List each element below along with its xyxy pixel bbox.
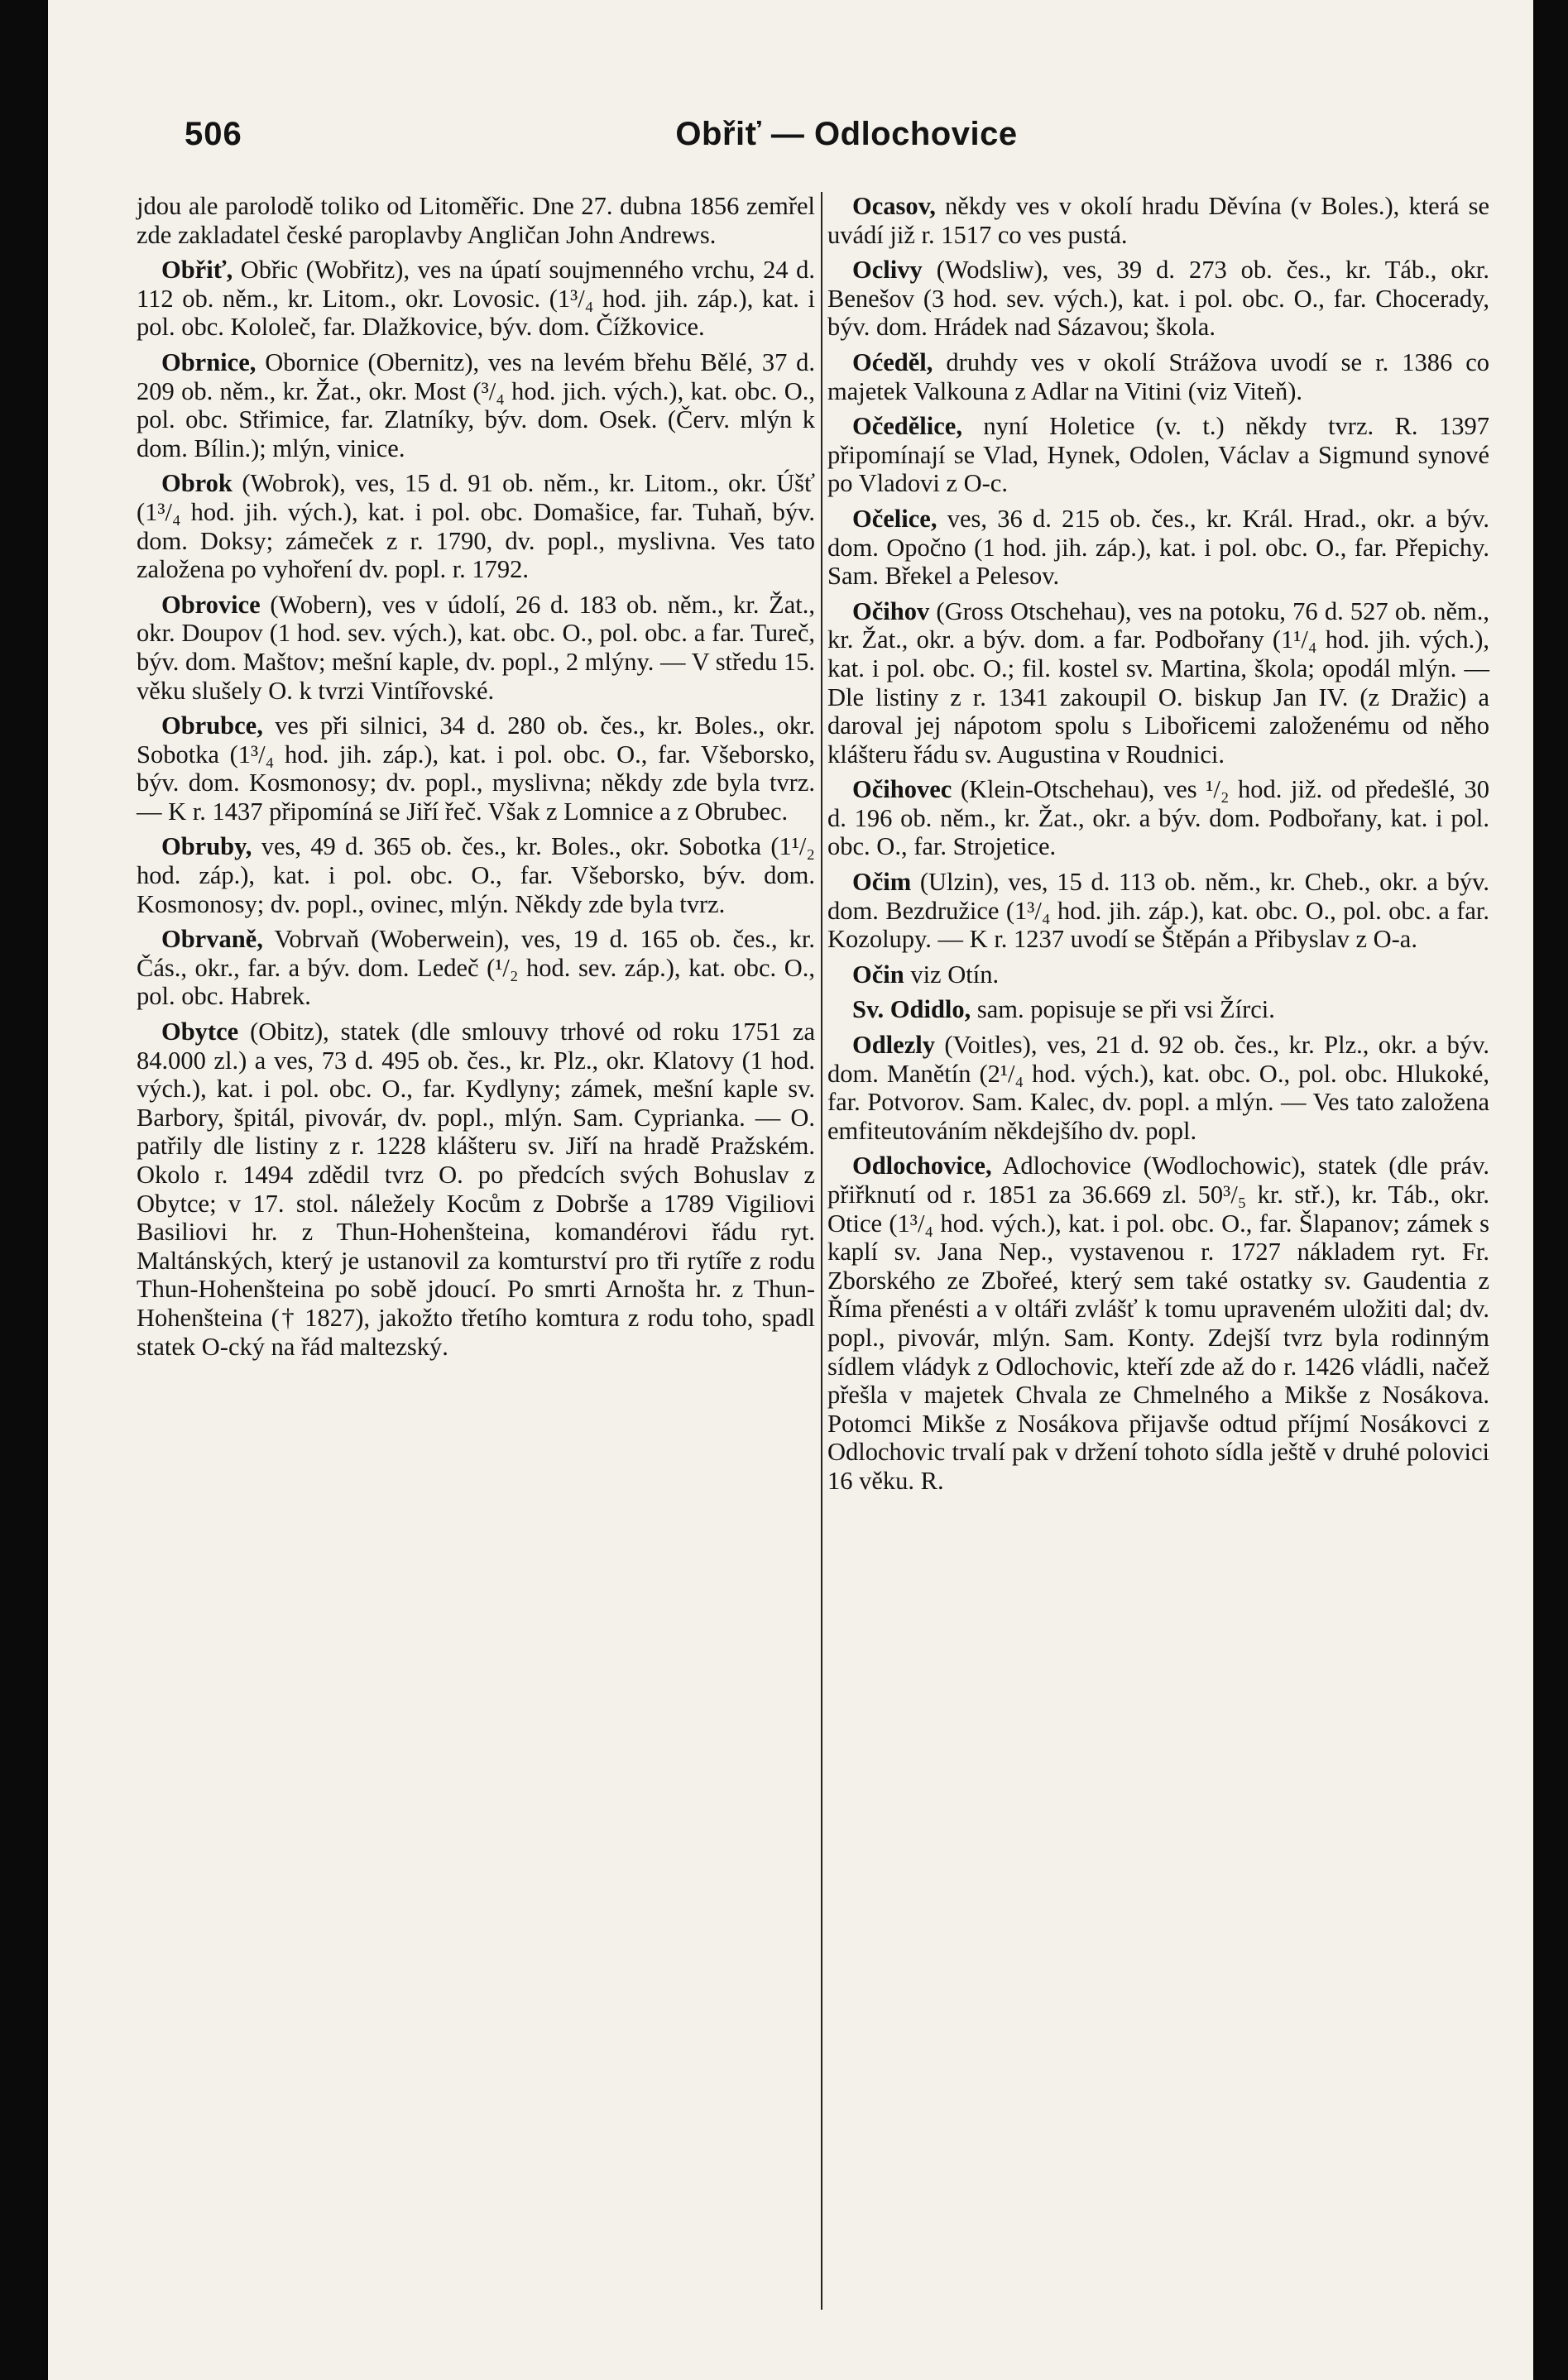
entry-body: někdy ves v okolí hradu Děvína (v Boles.), která se uvádí již r. 1517 co ves pustá. xyxy=(827,192,1489,249)
entry-headword: Očim xyxy=(852,868,912,897)
page-number: 506 xyxy=(185,116,242,152)
entry-headword: Obrovice xyxy=(161,590,261,619)
entry-body: (Voitles), ves, 21 d. 92 ob. čes., kr. Plz., okr. a býv. dom. Manětín (2¹/₄ hod. vých.), kat. obc. O., pol. obc. Hlukoké, far. Potvorov. Sam. Kalec, dv. popl. a mlýn. — Ves tato založena emfiteutováním někdejšího dv. popl. xyxy=(827,1031,1490,1145)
entry-headword: Odlochovice, xyxy=(852,1152,992,1180)
column-divider xyxy=(821,192,822,2310)
dictionary-entry xyxy=(827,1152,1489,1495)
entry-headword: Obrok xyxy=(161,469,233,498)
dictionary-entry xyxy=(827,412,1489,498)
entry-body: Adlochovice (Wodlochowic), statek (dle práv. přiřknutí od r. 1851 za 36.669 zl. 50³/₅ kr. stř.), kr. Táb., okr. Otice (1³/₄ hod. vých.), kat. i pol. obc. O., far. Šlapanov; zámek s kaplí sv. Jana Nep., vystavenou r. 1727 nákladem ryt. Fr. Zborského ze Zbořeé, který sem také ostatky sv. Gaudentia z Říma přenésti a v oltáři zvlášť k tomu upraveném uložiti dal; dv. popl., pivovár, mlýn. Sam. Konty. Zdejší tvrz byla rodinným sídlem vládyk z Odlochovic, kteří zde až do r. 1426 vládli, načež přešla v majetek Chvala ze Chmelného a Mikše z Nosákova. Potomci Mikše z Nosákova přijavše odtud příjmí Nosákovci z Odlochovic trvalí pak v držení tohoto sídla ještě v druhé polovici 16 věku. R. xyxy=(827,1152,1489,1495)
entry-body: Obornice (Obernitz), ves na levém břehu Bělé, 37 d. 209 ob. něm., kr. Žat., okr. Most (³/₄ hod. jich. vých.), kat. obc. O., pol. obc. Střimice, far. Zlatníky, býv. dom. Osek. (Červ. mlýn k dom. Bílin.); mlýn, vinice. xyxy=(137,347,816,462)
running-title: Obřiť — Odlochovice xyxy=(675,116,1018,152)
entry-body: druhdy ves v okolí Strážova uvodí se r. 1386 co majetek Valkouna z Adlar na Vitini (viz Viteň). xyxy=(827,347,1490,405)
dictionary-entry xyxy=(827,256,1489,342)
entry-body: Obřic (Wobřitz), ves na úpatí soujmenného vrchu, 24 d. 112 ob. něm., kr. Litom., okr. Lovosic. (1³/₄ hod. jih. záp.), kat. i pol. obc. Kololeč, far. Dlažkovice, býv. dom. Čížkovice. xyxy=(137,256,816,342)
entry-body: ves při silnici, 34 d. 280 ob. čes., kr. Boles., okr. Sobotka (1³/₄ hod. jih. záp.), kat. i pol. obc. O., far. Všeborsko, býv. dom. Kosmonosy; dv. popl., myslivna; někdy zde byla tvrz. — K r. 1437 připomíná se Jiří řeč. Však z Lomnice a z Obrubec. xyxy=(137,711,815,826)
entry-body: (Klein-Otschehau), ves ¹/₂ hod. již. od předešlé, 30 d. 196 ob. něm., kr. Žat., okr. a býv. dom. Podbořany, kat. i pol. obc. O., far. Strojetice. xyxy=(827,775,1489,861)
entry-headword: Ocasov, xyxy=(852,192,936,220)
dictionary-entry xyxy=(827,868,1489,954)
dictionary-entry xyxy=(137,192,815,249)
dictionary-entry xyxy=(827,960,1489,989)
entry-headword: Obrnice, xyxy=(161,347,257,376)
entry-headword: Obrubce, xyxy=(161,711,263,740)
entry-headword: Očin xyxy=(852,960,904,989)
entry-headword: Obruby, xyxy=(161,832,252,861)
dictionary-entry xyxy=(827,597,1489,769)
dictionary-entry xyxy=(137,1018,815,1361)
dictionary-entry xyxy=(137,469,815,583)
dictionary-entry xyxy=(827,505,1489,591)
page-header xyxy=(185,116,1508,165)
entry-body: (Wobern), ves v údolí, 26 d. 183 ob. něm., kr. Žat., okr. Doupov (1 hod. sev. vých.), kat. obc. O., pol. obc. a far. Tureč, býv. dom. Maštov; mešní kaple, dv. popl., 2 mlýny. — V středu 15. věku slušely O. k tvrzi Vintířovské. xyxy=(137,590,815,705)
entry-body: (Ulzin), ves, 15 d. 113 ob. něm., kr. Cheb., okr. a býv. dom. Bezdružice (1³/₄ hod. jih. záp.), kat. obc. O., pol. obc. a far. Kozolupy. — K r. 1237 uvodí se Štěpán a Přibyslav z O-a. xyxy=(827,868,1490,954)
entry-headword: Odlezly xyxy=(852,1031,935,1060)
entry-body: jdou ale parolodě toliko od Litoměřic. Dne 27. dubna 1856 zemřel zde zakladatel české paroplavby Angličan John Andrews. xyxy=(137,192,815,249)
entry-headword: Oćeděl, xyxy=(852,347,933,376)
entry-body: (Wobrok), ves, 15 d. 91 ob. něm., kr. Litom., okr. Úšť (1³/₄ hod. jih. vých.), kat. i pol. obc. Domašice, far. Tuhaň, býv. dom. Doksy; zámeček z r. 1790, dv. popl., myslivna. Ves tato založena po vyhoření dv. popl. r. 1792. xyxy=(137,469,815,584)
entry-body: ves, 49 d. 365 ob. čes., kr. Boles., okr. Sobotka (1¹/₂ hod. záp.), kat. i pol. obc. O., far. Všeborsko, býv. dom. Kosmonosy; dv. popl., ovinec, mlýn. Někdy zde byla tvrz. xyxy=(137,832,816,918)
dictionary-entry xyxy=(137,925,815,1011)
entry-body: nyní Holetice (v. t.) někdy tvrz. R. 1397 připomínají se Vlad, Hynek, Odolen, Václav a Sigmund synové po Vladovi z O-c. xyxy=(827,412,1490,498)
dictionary-entry xyxy=(137,591,815,705)
entry-headword: Obřiť, xyxy=(161,256,233,285)
entry-headword: Oclivy xyxy=(852,256,923,285)
entry-body: ves, 36 d. 215 ob. čes., kr. Král. Hrad., okr. a býv. dom. Opočno (1 hod. jih. záp.), kat. i pol. obc. O., far. Přepichy. Sam. Břekel a Pelesov. xyxy=(827,504,1489,591)
left-column xyxy=(137,192,815,1367)
entry-body: sam. popisuje se při vsi Žírci. xyxy=(976,995,1275,1024)
entry-headword: Očelice, xyxy=(852,504,937,533)
entry-body: (Obitz), statek (dle smlouvy trhové od roku 1751 za 84.000 zl.) a ves, 73 d. 495 ob. čes., kr. Plz., okr. Klatovy (1 hod. vých.), kat. i pol. obc. O., far. Kydlyny; zámek, mešní kaple sv. Barbory, špitál, pivovár, dv. popl., mlýn. Sam. Cyprianka. — O. patřily dle listiny z r. 1228 klášteru sv. Jiří na hradě Pražském. Okolo r. 1494 zdědil tvrz O. po předcích svých Bohuslav z Obytce; v 17. stol. náležely Kocům z Dobrše a 1789 Vigiliovi Basiliovi hr. z Thun-Hohenšteina, komandérovi řádu ryt. Maltánských, který je ustanovil za komturství pro tři rytíře z rodu Thun-Hohenšteina po sobě jdoucí. Po smrti Arnošta hr. z Thun-Hohenšteina († 1827), jakožto třetího komtura z rodu toho, spadl statek O-cký na řád maltezský. xyxy=(137,1018,815,1361)
dictionary-entry xyxy=(827,775,1489,861)
dictionary-entry xyxy=(827,995,1489,1024)
entry-body: (Wodsliw), ves, 39 d. 273 ob. čes., kr. Táb., okr. Benešov (3 hod. sev. vých.), kat. i pol. obc. O., far. Chocerady, býv. dom. Hrádek nad Sázavou; škola. xyxy=(827,256,1490,342)
entry-headword: Očihovec xyxy=(852,775,952,804)
entry-body: (Gross Otschehau), ves na potoku, 76 d. 527 ob. něm., kr. Žat., okr. a býv. dom. a far. Podbořany (1¹/₄ hod. jih. vých.), kat. i pol. obc. O.; fil. kostel sv. Martina, škola; opodál mlýn. — Dle listiny z r. 1341 zakoupil O. biskup Jan IV. (z Dražic) a daroval jej nápotom spolu s Libořicemi založenému od něho klášteru řádu sv. Augustina v Roudnici. xyxy=(827,596,1489,769)
dictionary-entry xyxy=(827,348,1489,405)
dictionary-entry xyxy=(827,1031,1489,1145)
dictionary-entry xyxy=(137,256,815,342)
entry-headword: Očedělice, xyxy=(852,412,962,441)
entry-headword: Očihov xyxy=(852,596,930,625)
entry-body: Vobrvaň (Woberwein), ves, 19 d. 165 ob. čes., kr. Čás., okr., far. a býv. dom. Ledeč (¹/₂ hod. sev. záp.), kat. obc. O., pol. obc. Habrek. xyxy=(137,925,815,1011)
entry-body: viz Otín. xyxy=(910,960,1000,989)
entry-headword: Sv. Odidlo, xyxy=(852,995,971,1024)
dictionary-entry xyxy=(137,348,815,462)
entry-headword: Obrvaně, xyxy=(161,925,263,954)
dictionary-entry xyxy=(827,192,1489,249)
right-column xyxy=(827,192,1489,1502)
dictionary-entry xyxy=(137,832,815,918)
entry-headword: Obytce xyxy=(161,1018,239,1046)
dictionary-entry xyxy=(137,711,815,826)
